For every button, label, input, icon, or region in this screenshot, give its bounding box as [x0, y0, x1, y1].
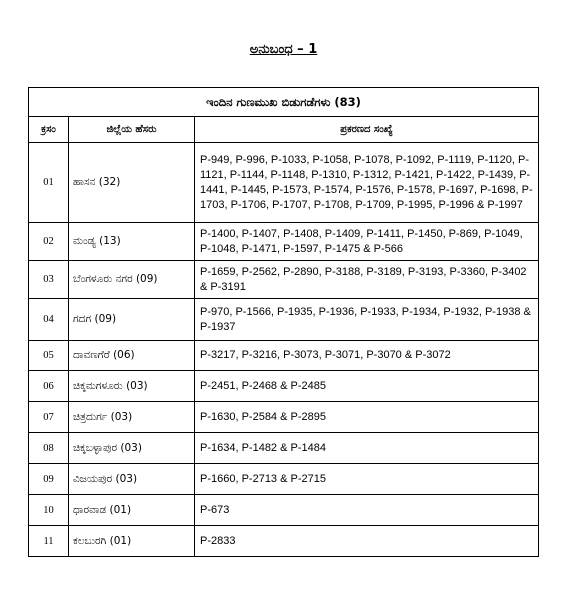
- row-district: ಚಿತ್ರದುರ್ಗ (03): [69, 402, 195, 433]
- row-cases: P-949, P-996, P-1033, P-1058, P-1078, P-1092, P-1119, P-1120, P-1121, P-1144, P-1148, P-1310, P-1312, P-1421, P-1422, P-1439, P-1441, P-1445, P-1573, P-1574, P-1576, P-1578, P-1697, P-1698, P-1703, P-1706, P-1707, P-1708, P-1709, P-1995, P-1996 & P-1997: [195, 143, 539, 223]
- table-row: [29, 371, 539, 402]
- table-row: [29, 433, 539, 464]
- row-district: ಚಿಕ್ಕಬಳ್ಳಾಪುರ (03): [69, 433, 195, 464]
- table-caption: ಇಂದಿನ ಗುಣಮುಖ ಬಿಡುಗಡೆಗಳು (83): [29, 88, 539, 117]
- row-cases: P-1630, P-2584 & P-2895: [195, 402, 539, 433]
- row-cases: P-3217, P-3216, P-3073, P-3071, P-3070 & P-3072: [195, 341, 539, 371]
- table-row: [29, 526, 539, 557]
- row-serial: 09: [29, 464, 69, 495]
- row-serial: 07: [29, 402, 69, 433]
- row-district: ದಾವಣಗೆರೆ (06): [69, 341, 195, 371]
- row-serial: 06: [29, 371, 69, 402]
- table-row: [29, 261, 539, 299]
- row-serial: 01: [29, 143, 69, 223]
- row-district: ಧಾರವಾಡ (01): [69, 495, 195, 526]
- row-district: ವಿಜಯಪುರ (03): [69, 464, 195, 495]
- row-cases: P-1634, P-1482 & P-1484: [195, 433, 539, 464]
- row-cases: P-2451, P-2468 & P-2485: [195, 371, 539, 402]
- table-row: [29, 495, 539, 526]
- row-district: ಕಲಬುರಗಿ (01): [69, 526, 195, 557]
- row-district: ಬೆಂಗಳೂರು ನಗರ (09): [69, 261, 195, 299]
- row-cases: P-1400, P-1407, P-1408, P-1409, P-1411, P-1450, P-869, P-1049, P-1048, P-1471, P-1597, P-1475 & P-566: [195, 223, 539, 261]
- row-serial: 03: [29, 261, 69, 299]
- row-serial: 11: [29, 526, 69, 557]
- table-row: [29, 402, 539, 433]
- row-district: ಹಾಸನ (32): [69, 143, 195, 223]
- row-serial: 08: [29, 433, 69, 464]
- table-caption-row: [29, 88, 539, 117]
- row-serial: 04: [29, 299, 69, 341]
- row-cases: P-2833: [195, 526, 539, 557]
- table-header-row: [29, 117, 539, 143]
- column-header-sl: ಕ್ರಸಂ: [29, 117, 69, 143]
- page-title: ಅನುಬಂಧ – 1: [249, 42, 318, 57]
- row-district: ಮಂಡ್ಯ (13): [69, 223, 195, 261]
- row-district: ಚಿಕ್ಕಮಗಳೂರು (03): [69, 371, 195, 402]
- table-row: [29, 341, 539, 371]
- row-cases: P-1660, P-2713 & P-2715: [195, 464, 539, 495]
- discharge-table: [28, 87, 539, 557]
- table-row: [29, 299, 539, 341]
- row-cases: P-673: [195, 495, 539, 526]
- row-serial: 05: [29, 341, 69, 371]
- row-district: ಗದಗ (09): [69, 299, 195, 341]
- column-header-cases: ಪ್ರಕರಣದ ಸಂಖ್ಯೆ: [195, 117, 539, 143]
- table-row: [29, 143, 539, 223]
- row-cases: P-970, P-1566, P-1935, P-1936, P-1933, P-1934, P-1932, P-1938 & P-1937: [195, 299, 539, 341]
- column-header-district: ಜಿಲ್ಲೆಯ ಹೆಸರು: [69, 117, 195, 143]
- row-serial: 02: [29, 223, 69, 261]
- table-row: [29, 464, 539, 495]
- table-row: [29, 223, 539, 261]
- row-serial: 10: [29, 495, 69, 526]
- row-cases: P-1659, P-2562, P-2890, P-3188, P-3189, P-3193, P-3360, P-3402 & P-3191: [195, 261, 539, 299]
